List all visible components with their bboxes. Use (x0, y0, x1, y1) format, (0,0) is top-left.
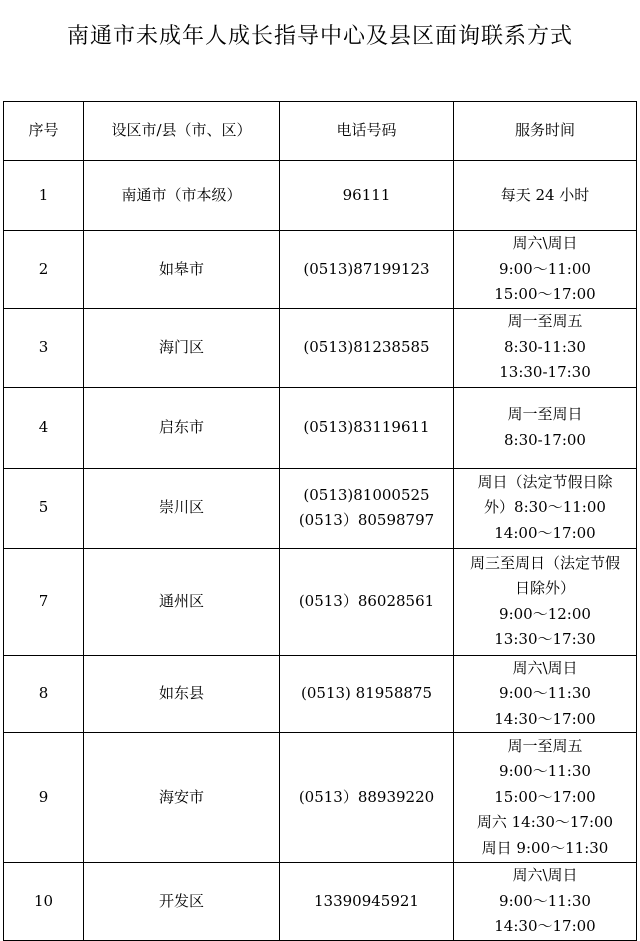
phone-number: (0513)81238585 (303, 337, 430, 356)
cell-hours (454, 733, 637, 863)
service-hours-line: 周日 9:00～11:30 (481, 838, 609, 857)
table-row (4, 733, 637, 863)
cell-phone (280, 733, 454, 863)
cell-phone (280, 655, 454, 733)
service-hours-line: 周六\周日 (512, 658, 578, 677)
cell-district: 崇川区 (84, 468, 280, 548)
service-hours-line: 周六\周日 (512, 866, 578, 885)
service-hours-line: 15:00～17:00 (494, 787, 596, 806)
cell-hours (454, 468, 637, 548)
table-row (4, 161, 637, 231)
cell-no: 10 (4, 863, 84, 941)
phone-number: (0513) 81958875 (301, 684, 432, 702)
service-hours-line: 周三至周日（法定节假 (469, 553, 620, 572)
phone-number: (0513)81000525 (303, 485, 430, 504)
cell-hours (454, 655, 637, 733)
cell-phone (280, 468, 454, 548)
cell-hours (454, 308, 637, 387)
service-hours-line: 8:30-11:30 (504, 337, 586, 356)
cell-phone (280, 387, 454, 468)
service-hours-line: 14:00～17:00 (494, 523, 596, 542)
cell-phone (280, 161, 454, 231)
cell-no: 9 (4, 733, 84, 863)
service-hours-line: 9:00～11:30 (499, 684, 591, 702)
phone-number: (0513）80598797 (298, 511, 435, 529)
service-hours-line: 14:30～17:00 (494, 709, 596, 728)
cell-no: 1 (4, 161, 84, 231)
service-hours-line: 9:00～11:30 (499, 891, 591, 910)
service-hours-line: 15:00～17:00 (494, 285, 596, 303)
table-body (4, 161, 637, 941)
phone-number: 96111 (342, 185, 391, 204)
service-hours-line: 13:30-17:30 (499, 363, 591, 382)
cell-district: 海门区 (84, 308, 280, 387)
service-hours-line: 13:30～17:30 (494, 630, 596, 648)
cell-district: 启东市 (84, 387, 280, 468)
cell-district: 如东县 (84, 655, 280, 733)
phone-number: (0513）86028561 (298, 591, 435, 610)
service-hours-line: 9:00～11:30 (499, 762, 591, 781)
cell-phone (280, 548, 454, 655)
table-row (4, 468, 637, 548)
phone-number: (0513）88939220 (298, 787, 435, 806)
header-no: 序号 (4, 102, 84, 161)
cell-hours (454, 863, 637, 941)
service-hours-line: 日除外） (514, 579, 575, 597)
table-row (4, 548, 637, 655)
cell-hours (454, 387, 637, 468)
cell-hours (454, 548, 637, 655)
service-hours-line: 9:00～11:00 (499, 259, 591, 278)
table-row (4, 655, 637, 733)
header-hours: 服务时间 (454, 102, 637, 161)
phone-number: (0513)83119611 (303, 417, 430, 436)
cell-hours (454, 231, 637, 309)
cell-phone (280, 231, 454, 309)
service-hours-line: 每天 24 小时 (500, 185, 590, 204)
service-hours-line: 周一至周五 (507, 736, 583, 755)
cell-no: 7 (4, 548, 84, 655)
table-row (4, 308, 637, 387)
service-hours-line: 外）8:30～11:00 (484, 498, 606, 517)
service-hours-line: 周一至周五 (507, 312, 583, 331)
table-header-row (4, 102, 637, 161)
cell-no: 3 (4, 308, 84, 387)
cell-no: 4 (4, 387, 84, 468)
cell-district: 如皋市 (84, 231, 280, 309)
service-hours-line: 14:30～17:00 (494, 917, 596, 936)
table-row (4, 231, 637, 309)
cell-district: 海安市 (84, 733, 280, 863)
cell-no: 8 (4, 655, 84, 733)
cell-phone (280, 863, 454, 941)
phone-number: (0513)87199123 (303, 259, 430, 278)
contact-table (3, 101, 637, 941)
cell-district: 通州区 (84, 548, 280, 655)
table-row (4, 863, 637, 941)
cell-no: 5 (4, 468, 84, 548)
table-row (4, 387, 637, 468)
service-hours-line: 周六\周日 (512, 234, 578, 252)
service-hours-line: 周日（法定节假日除 (477, 472, 613, 491)
header-district: 设区市/县（市、区） (84, 102, 280, 161)
page-title: 南通市未成年人成长指导中心及县区面询联系方式 (66, 24, 573, 49)
cell-district: 开发区 (84, 863, 280, 941)
cell-hours (454, 161, 637, 231)
cell-phone (280, 308, 454, 387)
header-phone: 电话号码 (280, 102, 454, 161)
service-hours-line: 8:30-17:00 (504, 430, 586, 449)
service-hours-line: 9:00～12:00 (499, 604, 591, 623)
service-hours-line: 周一至周日 (507, 405, 583, 423)
cell-district: 南通市（市本级） (84, 161, 280, 231)
cell-no: 2 (4, 231, 84, 309)
service-hours-line: 周六 14:30～17:00 (476, 813, 614, 832)
phone-number: 13390945921 (314, 891, 419, 910)
